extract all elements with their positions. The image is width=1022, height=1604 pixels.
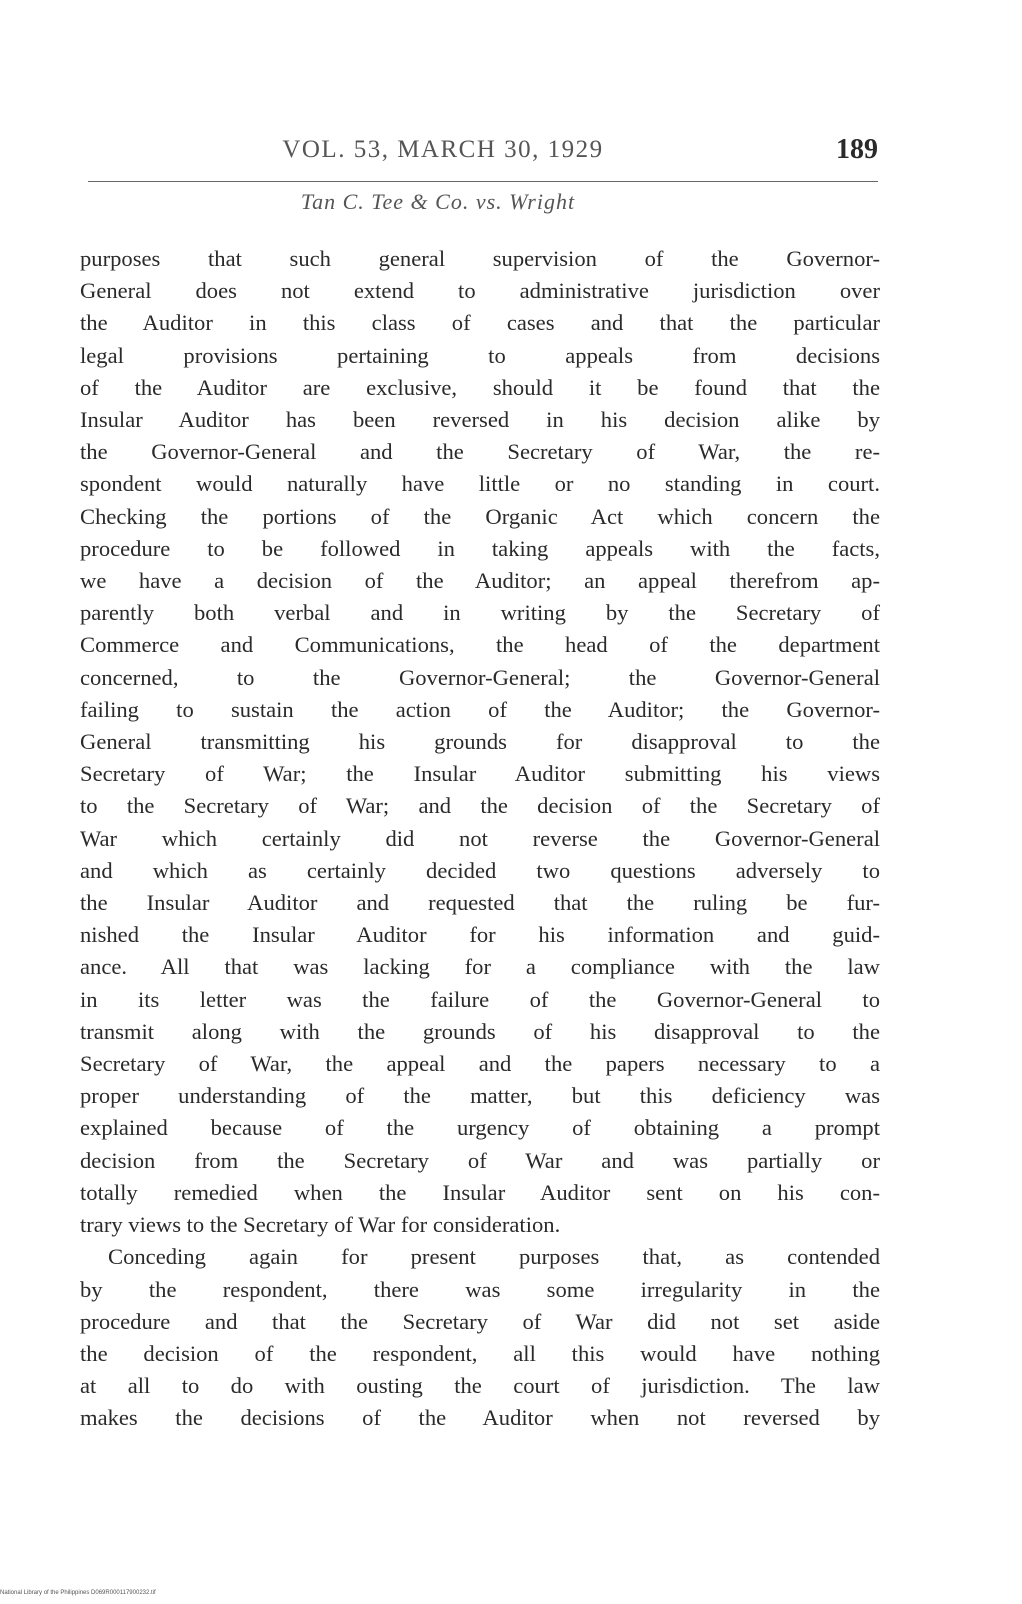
text-line: the decision of the respondent, all this would have nothing (80, 1340, 880, 1366)
text-line: War which certainly did not reverse the Governor-General (80, 825, 880, 851)
body-text (80, 243, 880, 1435)
paragraph-1 (80, 243, 880, 1241)
text-line: to the Secretary of War; and the decision of the Secretary of (80, 793, 880, 819)
text-line: legal provisions pertaining to appeals from decisions (80, 342, 880, 368)
text-line: Commerce and Communications, the head of the department (80, 632, 880, 658)
text-line: Insular Auditor has been reversed in his decision alike by (80, 407, 880, 433)
text-line: proper understanding of the matter, but this deficiency was (80, 1083, 880, 1109)
text-line: nished the Insular Auditor for his information and guid- (80, 922, 880, 948)
text-line: at all to do with ousting the court of jurisdiction. The law (80, 1373, 880, 1399)
text-line: purposes that such general supervision of the Governor- (80, 246, 880, 271)
header-rule (88, 181, 878, 182)
text-line: decision from the Secretary of War and was partially or (80, 1147, 880, 1173)
text-line: transmit along with the grounds of his disapproval to the (80, 1018, 880, 1044)
text-line: Checking the portions of the Organic Act which concern the (80, 503, 880, 529)
text-line: totally remedied when the Insular Auditor sent on his con- (80, 1179, 880, 1205)
page-number: 189 (836, 134, 878, 165)
paragraph-2 (80, 1241, 880, 1434)
text-line: makes the decisions of the Auditor when not reversed by (80, 1405, 880, 1431)
text-line: Conceding again for present purposes that, as contended (108, 1244, 880, 1270)
text-line: in its letter was the failure of the Governor-General to (80, 986, 880, 1012)
text-line: procedure to be followed in taking appeals with the facts, (80, 535, 880, 561)
text-line: Secretary of War, the appeal and the papers necessary to a (80, 1051, 880, 1077)
text-line: trary views to the Secretary of War for consideration. (80, 1212, 561, 1238)
text-line: by the respondent, there was some irregularity in the (80, 1276, 880, 1302)
text-line: explained because of the urgency of obtaining a prompt (80, 1115, 880, 1141)
text-line: spondent would naturally have little or no standing in court. (80, 471, 880, 497)
running-head (88, 134, 878, 174)
text-line: Secretary of War; the Insular Auditor submitting his views (80, 761, 880, 787)
text-line: the Insular Auditor and requested that the ruling be fur- (80, 890, 880, 916)
text-line: and which as certainly decided two questions adversely to (80, 857, 880, 883)
text-line: the Governor-General and the Secretary of War, the re- (80, 439, 880, 465)
text-line: the Auditor in this class of cases and that the particular (80, 310, 880, 336)
text-line: General transmitting his grounds for disapproval to the (80, 729, 880, 755)
text-line: we have a decision of the Auditor; an appeal therefrom ap- (80, 568, 880, 594)
text-line: of the Auditor are exclusive, should it be found that the (80, 374, 880, 400)
text-line: ance. All that was lacking for a compliance with the law (80, 954, 880, 980)
text-line: General does not extend to administrative jurisdiction over (80, 278, 880, 304)
text-line: failing to sustain the action of the Auditor; the Governor- (80, 696, 880, 722)
text-line: procedure and that the Secretary of War did not set aside (80, 1308, 880, 1334)
text-line: concerned, to the Governor-General; the Governor-General (80, 664, 880, 690)
case-title: Tan C. Tee & Co. vs. Wright (300, 189, 576, 214)
text-line: parently both verbal and in writing by the Secretary of (80, 600, 880, 626)
archive-footer: National Library of the Philippines D069R000117900232.tif (0, 1590, 156, 1596)
volume-date-line: VOL. 53, MARCH 30, 1929 (282, 136, 604, 163)
